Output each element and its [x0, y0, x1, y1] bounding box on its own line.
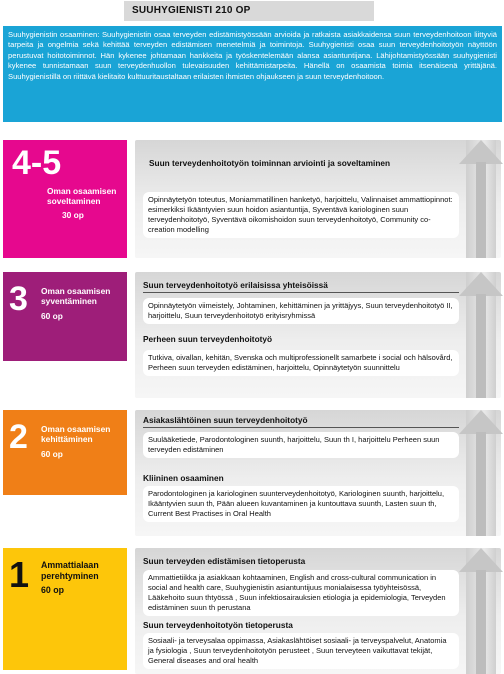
level-3-block — [3, 272, 127, 361]
section-description: Tutkiva, oivallan, kehitän, Svenska och multiprofessionellt samarbete i social och hälsovård, Perheen suun terveyden edistäminen, harjoittelu, Opinnäytetyön suunnittelu — [143, 350, 459, 376]
progress-arrow-icon — [466, 272, 496, 398]
progress-arrow-icon — [466, 410, 496, 536]
section-heading: Suun terveydenhoitotyön tietoperusta — [143, 620, 293, 630]
level-number: 4-5 — [12, 144, 62, 182]
level-2-panel — [135, 410, 501, 536]
level-4-5-panel — [135, 140, 501, 258]
level-name: Ammattialaan perehtyminen — [41, 560, 99, 581]
section-heading: Kliininen osaaminen — [143, 473, 224, 483]
section-heading: Suun terveydenhoitotyön toiminnan arviointi ja soveltaminen — [149, 158, 391, 168]
section-description: Ammattietiikka ja asiakkaan kohtaaminen, English and cross-cultural communication in social and health care, Suuhygienistin asiantuntijuus monialaisessa työyhteisössä, Lääkehoito suun thtyössä , Suun infektiosairauksien etiologia ja epidemiologia, Terveyden edistäminen suun th perustana — [143, 570, 459, 616]
document-title: SUUHYGIENISTI 210 OP — [124, 1, 374, 21]
section-description: Parodontologinen ja kariologinen suunterveydenhoitotyö, Kariologinen suunth, harjoittelu, Ikääntyvien suun th, Pään alueen kuvantaminen ja kuntouttava suunth, Lasten suun th, Current Best Practises in Oral Health — [143, 486, 459, 522]
section-heading: Perheen suun terveydenhoitotyö — [143, 334, 273, 344]
section-description: Opinnäytetyön viimeistely, Johtaminen, kehittäminen ja yrittäjyys, Suun terveydenhoitotyö II, harjoittelu, Suun terveydenhoitotyö erityisryhmissä — [143, 298, 459, 324]
progress-arrow-icon — [466, 548, 496, 674]
level-1-panel — [135, 548, 501, 674]
section-heading: Suun terveyden edistämisen tietoperusta — [143, 556, 306, 566]
level-4-5-block — [3, 140, 127, 258]
section-heading: Asiakaslähtöinen suun terveydenhoitotyö — [143, 415, 308, 425]
level-number: 1 — [9, 554, 30, 595]
level-1-block — [3, 548, 127, 670]
level-credits: 60 op — [41, 585, 64, 595]
divider — [143, 427, 459, 428]
level-credits: 30 op — [62, 210, 84, 220]
level-3-panel — [135, 272, 501, 398]
section-description: Suulääketiede, Parodontologinen suunth, harjoittelu, Suun th I, harjoittelu Perheen suun terveyden edistäminen — [143, 432, 459, 458]
progress-arrow-icon — [466, 140, 496, 258]
level-credits: 60 op — [41, 449, 63, 459]
level-name: Oman osaamisen syventäminen — [41, 286, 111, 306]
level-credits: 60 op — [41, 311, 63, 321]
level-name: Oman osaamisen kehittäminen — [41, 424, 111, 444]
section-description: Sosiaali- ja terveysalaa oppimassa, Asiakaslähtöiset sosiaali- ja terveyspalvelut, Anatomia ja fysiologia , Suun terveydenhoitotyön perusteet , Suun terveyteen vaikuttavat tekijät, General diseases and oral health — [143, 633, 459, 669]
level-2-block — [3, 410, 127, 495]
level-number: 2 — [9, 418, 28, 456]
section-heading: Suun terveydenhoitotyö erilaisissa yhteisöissä — [143, 280, 328, 290]
section-description: Opinnäytetyön toteutus, Moniammatillinen hanketyö, harjoittelu, Valinnaiset ammattiopinnot: esimerkiksi Ikääntyvien suun hoidon asiantuntija, Syventävä kariologinen suun terveydenhoitotyö, Syventävä oikomishoidon suun terveydenhoitotyö, Community co-creation modelling — [143, 192, 459, 238]
intro-text: Suuhygienistin osaaminen: Suuhygienistin osaa terveyden edistämistyössään arvioida ja ratkaista asiakkaidensa suun terveydenhoitoon liittyviä tarpeita ja ongelmia sekä kehittää terveyden edistämisen menetelmiä ja toimintoja. Suuhygienisti osaa suun terveydenhoitotyön näyttöön perustuvat hoitotoiminnot. Hän kykenee johtamaan hankkeita ja työskentelemään alansa asiantuntijana. Lähijohtamistyössään suuhygienisti kykenee tunnistamaan suun terveydenhuollon tulevaisuuden kehittämistarpeita. Hänellä on osaamista toimia itsenäisenä yrittäjänä. Suuhygienistillä on riittävä kielitaito kulttuuritaustaltaan erilaisten ihmisten ohjaukseen ja suun terveydenhoitoon. — [3, 26, 502, 122]
level-number: 3 — [9, 280, 28, 318]
level-name: Oman osaamisen soveltaminen — [47, 186, 117, 206]
divider — [143, 292, 459, 293]
